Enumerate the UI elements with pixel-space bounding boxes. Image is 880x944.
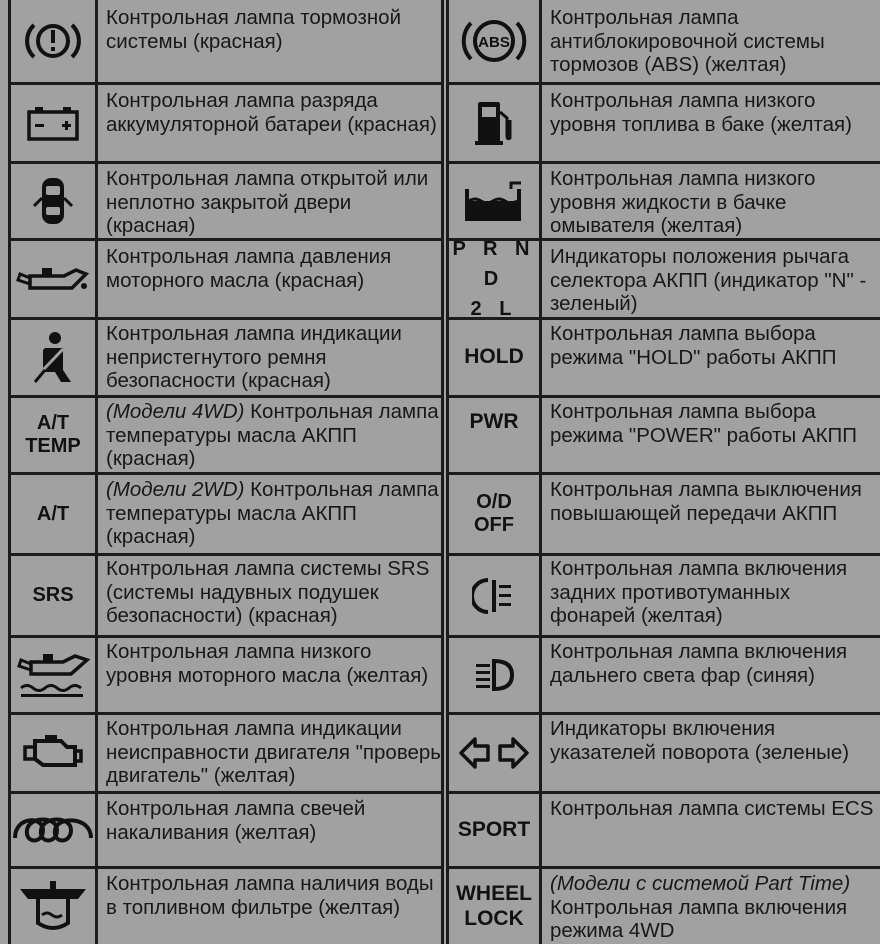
hold-indicator-icon: HOLD bbox=[464, 345, 524, 369]
gear-positions-line-1: P R N D bbox=[452, 238, 536, 290]
seatbelt-icon bbox=[11, 320, 95, 395]
srs-airbag-icon: SRS bbox=[32, 584, 74, 606]
oil-pressure-icon bbox=[11, 241, 95, 317]
gear-selector-icon bbox=[449, 238, 539, 320]
washer-fluid-icon bbox=[449, 164, 539, 238]
row-12-right-description: (Модели с системой Part Time) Контрольная лампа включения режима 4WD bbox=[550, 872, 851, 942]
wheel-lock-label-line-1: WHEEL bbox=[456, 882, 532, 906]
row-9-left-description: Контрольная лампа низкого уровня моторного масла (желтая) bbox=[106, 640, 429, 687]
row-5-left-description: Контрольная лампа индикации непристегнутого ремня безопасности (красная) bbox=[106, 322, 402, 392]
row-6-right-description: Контрольная лампа выбора режима "POWER" работы АКПП bbox=[550, 400, 858, 447]
row-10-left-description: Контрольная лампа индикации неисправности двигателя "проверь двигатель" (желтая) bbox=[106, 717, 441, 787]
row-1-left-description: Контрольная лампа тормозной системы (красная) bbox=[106, 6, 402, 53]
water-in-fuel-icon bbox=[11, 869, 95, 944]
door-open-icon bbox=[11, 164, 95, 238]
od-off-label-line-1: O/D bbox=[476, 491, 512, 513]
row-10-right-description: Индикаторы включения указателей поворота (зеленые) bbox=[550, 717, 850, 764]
brake-warning-icon bbox=[11, 0, 95, 82]
low-oil-level-icon bbox=[11, 638, 95, 712]
row-12-left-description: Контрольная лампа наличия воды в топливном фильтре (желтая) bbox=[106, 872, 434, 919]
glow-plug-icon bbox=[11, 794, 95, 866]
row-3-right-description: Контрольная лампа низкого уровня жидкости в бачке омывателя (желтая) bbox=[550, 167, 816, 237]
row-4-left-description: Контрольная лампа давления моторного масла (красная) bbox=[106, 245, 392, 292]
row-7-left-description: (Модели 2WD) Контрольная лампа температуры масла АКПП (красная) bbox=[106, 478, 439, 548]
abs-warning-icon bbox=[449, 0, 539, 82]
fuel-pump-icon bbox=[449, 85, 539, 161]
gear-positions-line-2: 2 L bbox=[470, 298, 518, 320]
at-temp-label-line-2: TEMP bbox=[25, 435, 81, 457]
at-temp-label-line-1: A/T bbox=[36, 412, 70, 434]
pwr-indicator-icon: PWR bbox=[469, 409, 519, 433]
turn-signal-icon bbox=[449, 715, 539, 791]
rear-fog-lamp-icon bbox=[449, 556, 539, 635]
model-note: (Модели 4WD) bbox=[106, 400, 245, 423]
abs-label: ABS bbox=[478, 34, 510, 51]
wheel-lock-label-line-2: LOCK bbox=[464, 906, 524, 930]
row-6-left-description: (Модели 4WD) Контрольная лампа температуры масла АКПП (красная) bbox=[106, 400, 439, 470]
od-off-label-line-2: OFF bbox=[474, 514, 514, 536]
row-8-left-description: Контрольная лампа системы SRS (системы надувных подушек безопасности) (красная) bbox=[106, 557, 430, 627]
row-8-right-description: Контрольная лампа включения задних противотуманных фонарей (желтая) bbox=[550, 557, 848, 627]
row-2-right-description: Контрольная лампа низкого уровня топлива в баке (желтая) bbox=[550, 89, 852, 136]
model-note: (Модели 2WD) bbox=[106, 478, 245, 501]
row-11-right-description: Контрольная лампа системы ECS bbox=[550, 797, 874, 820]
row-5-right-description: Контрольная лампа выбора режима "HOLD" работы АКПП bbox=[550, 322, 837, 369]
battery-icon bbox=[11, 85, 95, 161]
at-indicator-icon: A/T bbox=[36, 502, 70, 525]
row-9-right-description: Контрольная лампа включения дальнего света фар (синяя) bbox=[550, 640, 848, 687]
row-1-right-description: Контрольная лампа антиблокировочной системы тормозов (ABS) (желтая) bbox=[550, 6, 825, 76]
od-off-icon bbox=[449, 475, 539, 553]
wheel-lock-icon bbox=[449, 869, 539, 944]
at-temp-icon bbox=[11, 398, 95, 472]
check-engine-icon bbox=[11, 715, 95, 791]
row-4-right-description: Индикаторы положения рычага селектора АКПП (индикатор "N" - зеленый) bbox=[550, 245, 867, 315]
high-beam-icon bbox=[449, 638, 539, 712]
row-11-left-description: Контрольная лампа свечей накаливания (желтая) bbox=[106, 797, 366, 844]
model-note: (Модели с системой Part Time) bbox=[550, 872, 851, 895]
row-7-right-description: Контрольная лампа выключения повышающей передачи АКПП bbox=[550, 478, 862, 525]
sport-indicator-icon: SPORT bbox=[457, 817, 531, 841]
row-3-left-description: Контрольная лампа открытой или неплотно закрытой двери (красная) bbox=[106, 167, 429, 237]
row-2-left-description: Контрольная лампа разряда аккумуляторной батареи (красная) bbox=[106, 89, 437, 136]
